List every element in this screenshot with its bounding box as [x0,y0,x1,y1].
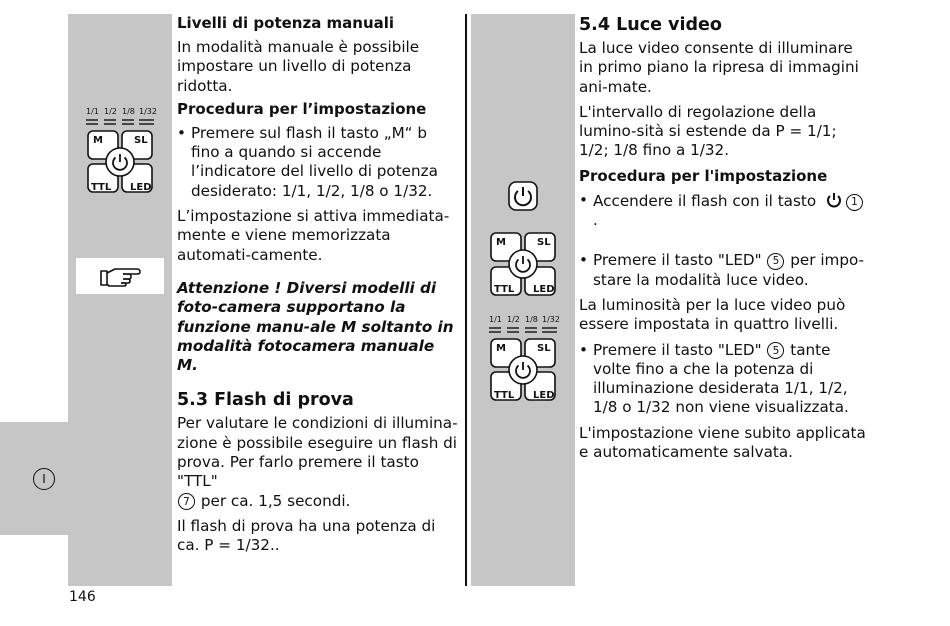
level-label-1-1-b: 1/1 [489,315,502,324]
video-outro: L'impostazione viene subito applicata e automaticamente salvata. [579,423,866,462]
video-step-2 [579,251,869,290]
led-key-number-2: 5 [767,342,784,359]
led-button-label: LED [130,182,152,193]
manual-levels-intro: In modalità manuale è possibile impostare un livello di potenza ridotta. [177,38,420,95]
video-procedure-heading: Procedura per l'impostazione [579,166,828,185]
level-label-1-2: 1/2 [104,107,117,116]
power-button-icon [507,180,539,212]
level-label-1-2-b: 1/2 [507,315,520,324]
flash-test-power: Il flash di prova ha una potenza di ca. P = 1/32.. [177,516,436,555]
m-button-label-3: M [496,343,506,354]
ttl-button-label: TTL [91,182,112,193]
video-step-3 [579,341,869,418]
ttl-button-label-3: TTL [494,390,515,401]
right-column [579,14,869,468]
video-step-1-text: Accendere il flash con il tasto [593,191,817,210]
control-panel-levels-icon [485,312,563,408]
level-label-1-8-b: 1/8 [525,315,538,324]
procedure-heading: Procedura per l’impostazione [177,99,427,118]
video-step-1 [579,191,869,231]
language-marker-text: I [42,472,46,486]
pointing-hand-icon [76,258,164,294]
flash-test-body-pre: Per valutare le condizioni di illumina-zione è possibile eseguire un flash di prova. Per farlo premere il tasto "TTL" [177,414,458,491]
video-step-2-post: per impo-stare la modalità luce video. [593,251,865,289]
sl-button-label: SL [134,135,148,146]
led-button-label-3: LED [533,390,555,401]
m-button-label: M [93,135,103,146]
level-label-1-1: 1/1 [86,107,99,116]
page-number: 146 [69,589,96,605]
manual-outro: L’impostazione si attiva immediata-mente e viene memorizzata automati-camente. [177,207,450,264]
ttl-button-label-2: TTL [494,284,515,295]
flash-test-body-post: per ca. 1,5 secondi. [200,491,351,510]
sl-button-label-2: SL [537,237,551,248]
left-column [177,14,459,562]
language-marker [33,468,55,490]
video-light-range: L'intervallo di regolazione della lumino-sità si estende da P = 1/1; 1/2; 1/8 fino a 1/32. [579,102,837,160]
flash-test-body [177,414,459,510]
control-panel-icon [82,104,160,200]
level-label-1-32: 1/32 [139,107,157,116]
level-label-1-32-b: 1/32 [542,315,560,324]
left-sidebar-band [68,14,172,586]
ttl-key-number: 7 [178,493,195,510]
video-step-2-pre: Premere il tasto "LED" [593,251,762,270]
level-label-1-8: 1/8 [122,107,135,116]
led-key-number: 5 [767,253,784,270]
power-inline-icon [825,191,843,209]
m-button-label-2: M [496,237,506,248]
sl-button-label-3: SL [537,343,551,354]
video-light-intro: La luce video consente di illuminare in primo piano la ripresa di immagini ani-mate. [579,39,859,96]
led-button-label-2: LED [533,284,555,295]
video-levels-text: La luminosità per la luce video può essere impostata in quattro livelli. [579,295,846,334]
video-step-3-pre: Premere il tasto "LED" [593,340,762,359]
video-step-1-end: . [593,211,598,230]
flash-test-heading: 5.3 Flash di prova [177,390,354,411]
warning-note: Attenzione ! Diversi modelli di foto-camera supportano la funzione manu-ale M soltanto in modalità fotocamera manuale M. [177,278,454,375]
video-step-3-post: tante volte fino a che la potenza di illuminazione desiderata 1/1, 1/2, 1/8 o 1/32 non viene visualizzata. [593,340,849,417]
manual-step-bullet: • Premere sul flash il tasto „M“ b fino a quando si accende l’indicatore del livello di potenza desiderato: 1/1, 1/2, 1/8 o 1/32. [177,124,459,201]
video-light-heading: 5.4 Luce video [579,15,722,35]
center-divider [465,14,467,586]
manual-levels-heading: Livelli di potenza manuali [177,14,395,32]
level-labels [86,107,157,116]
control-panel-led-icon [485,229,563,303]
power-key-number: 1 [846,194,863,211]
